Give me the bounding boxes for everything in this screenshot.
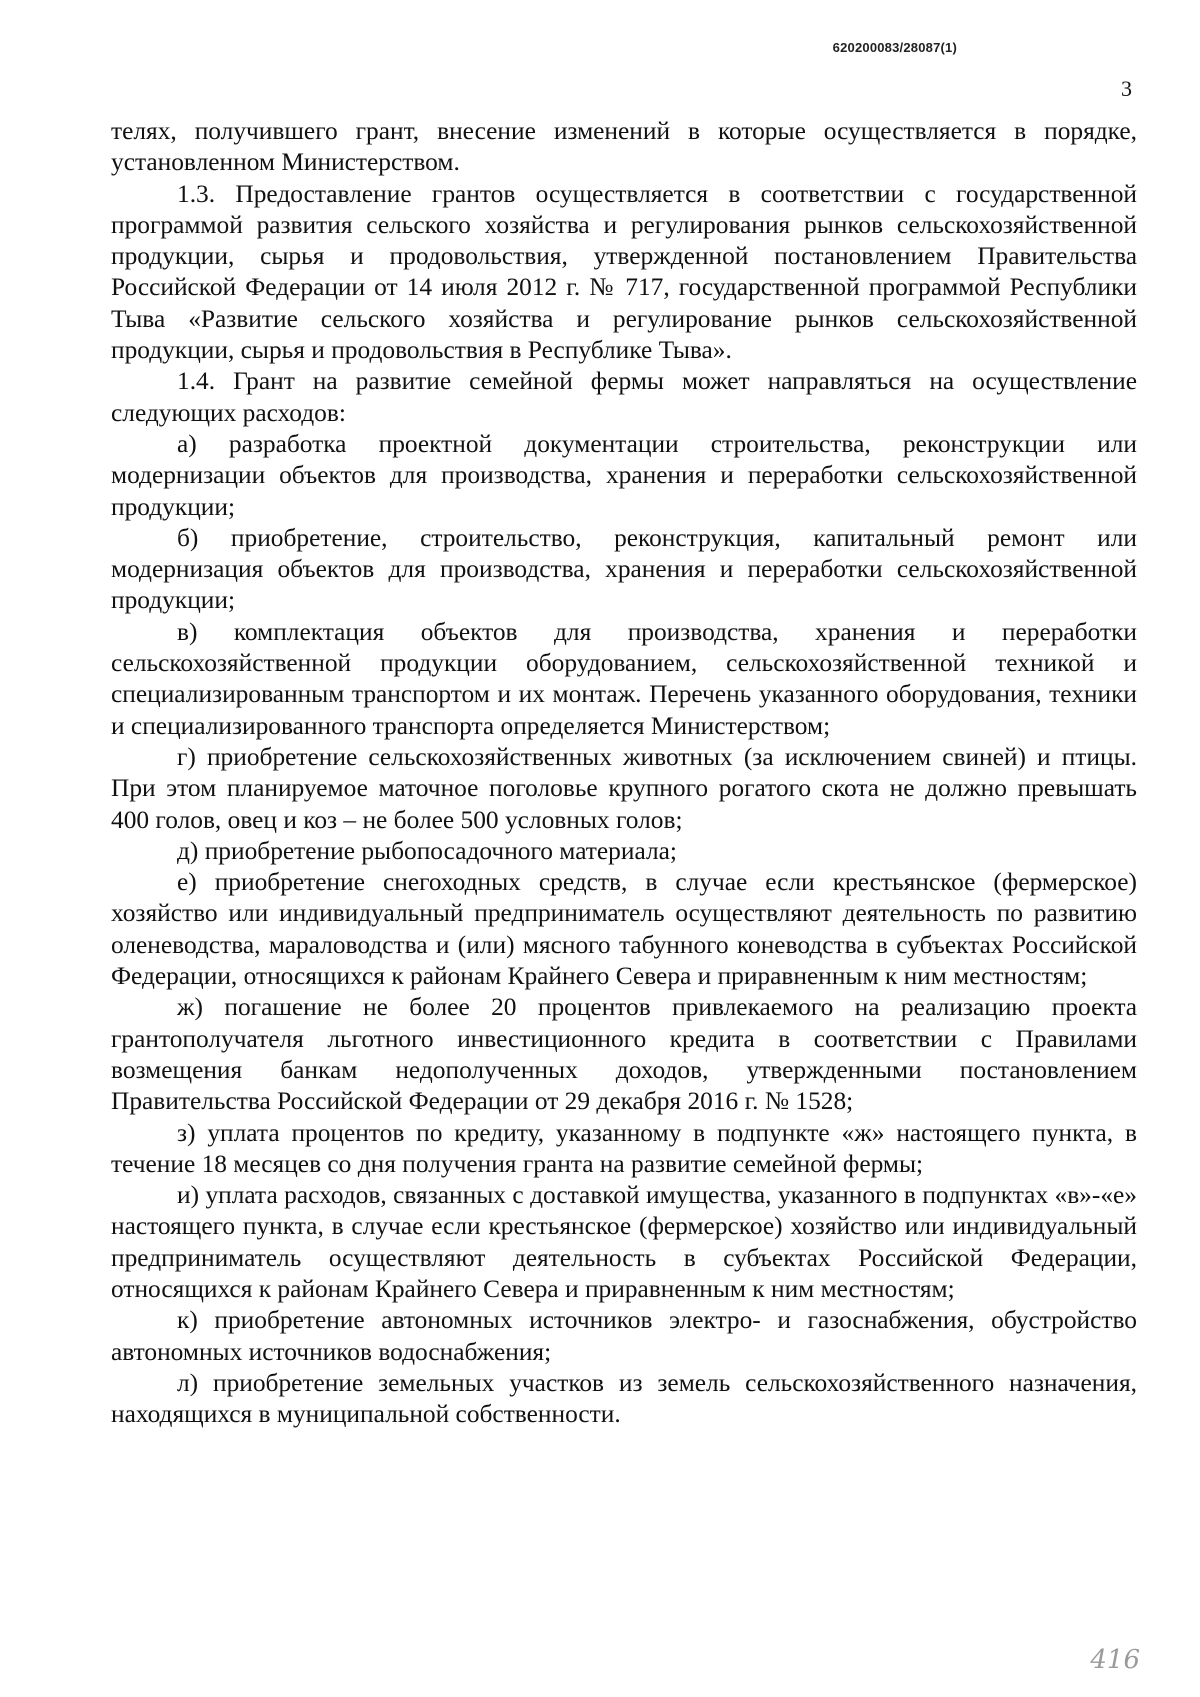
list-item-d: д) приобретение рыбопосадочного материала; xyxy=(177,836,677,865)
list-item-l: л) приобретение земельных участков из земель сельскохозяйственного назначения, находящихся в муниципальной собственности. xyxy=(111,1368,1137,1429)
page-number: 3 xyxy=(1121,76,1132,101)
list-item-k: к) приобретение автономных источников электро- и газоснабжения, обустройство автономных источников водоснабжения; xyxy=(111,1306,1137,1366)
handwritten-page-mark: 416 xyxy=(1090,1645,1140,1675)
list-item-v: в) комплектация объектов для производства, хранения и переработки сельскохозяйственной продукции оборудованием, сельскохозяйственной техникой и специализированным транспортом и их монтаж. Перечень указанного оборудования, техники и специализированного транспорта определяется Министерством; xyxy=(111,617,1137,740)
list-item-b: б) приобретение, строительство, реконструкция, капитальный ремонт или модернизация объектов для производства, хранения и переработки сельскохозяйственной продукции; xyxy=(111,523,1137,615)
paragraph-continuation: телях, получившего грант, внесение изменений в которые осуществляется в порядке, установленном Министерством. xyxy=(111,117,1137,177)
list-item-a: а) разработка проектной документации строительства, реконструкции или модернизации объектов для производства, хранения и переработки сельскохозяйственной продукции; xyxy=(111,429,1137,521)
list-item-g: г) приобретение сельскохозяйственных животных (за исключением свиней) и птицы. При этом планируемое маточное поголовье крупного рогатого скота не должно превышать 400 голов, овец и коз – не более 500 условных голов; xyxy=(111,742,1137,834)
paragraph-1-4: 1.4. Грант на развитие семейной фермы может направляться на осуществление следующих расходов: xyxy=(111,367,1137,427)
document-id: 620200083/28087(1) xyxy=(832,40,957,55)
list-item-z: з) уплата процентов по кредиту, указанному в подпункте «ж» настоящего пункта, в течение 18 месяцев со дня получения гранта на развитие семейной фермы; xyxy=(111,1118,1137,1178)
list-item-zh: ж) погашение не более 20 процентов привлекаемого на реализацию проекта грантополучателя льготного инвестиционного кредита в соответствии с Правилами возмещения банкам недополученных доходов, утвержденными постановлением Правительства Российской Федерации от 29 декабря 2016 г. № 1528; xyxy=(111,993,1137,1116)
list-item-e: е) приобретение снегоходных средств, в случае если крестьянское (фермерское) хозяйство или индивидуальный предприниматель осуществляют деятельность по развитию оленеводства, мараловодства и (или) мясного табунного коневодства в субъектах Российской Федерации, относящихся к районам Крайнего Севера и приравненным к ним местностям; xyxy=(111,868,1137,991)
document-body xyxy=(111,116,1137,1430)
paragraph-1-3: 1.3. Предоставление грантов осуществляется в соответствии с государственной программой развития сельского хозяйства и регулирования рынков сельскохозяйственной продукции, сырья и продовольствия, утвержденной постановлением Правительства Российской Федерации от 14 июля 2012 г. № 717, государственной программой Республики Тыва «Развитие сельского хозяйства и регулирование рынков сельскохозяйственной продукции, сырья и продовольствия в Республике Тыва». xyxy=(111,179,1137,365)
list-item-i: и) уплата расходов, связанных с доставкой имущества, указанного в подпунктах «в»-«е» настоящего пункта, в случае если крестьянское (фермерское) хозяйство или индивидуальный предприниматель осуществляют деятельность в субъектах Российской Федерации, относящихся к районам Крайнего Севера и приравненным к ним местностям; xyxy=(111,1181,1137,1303)
